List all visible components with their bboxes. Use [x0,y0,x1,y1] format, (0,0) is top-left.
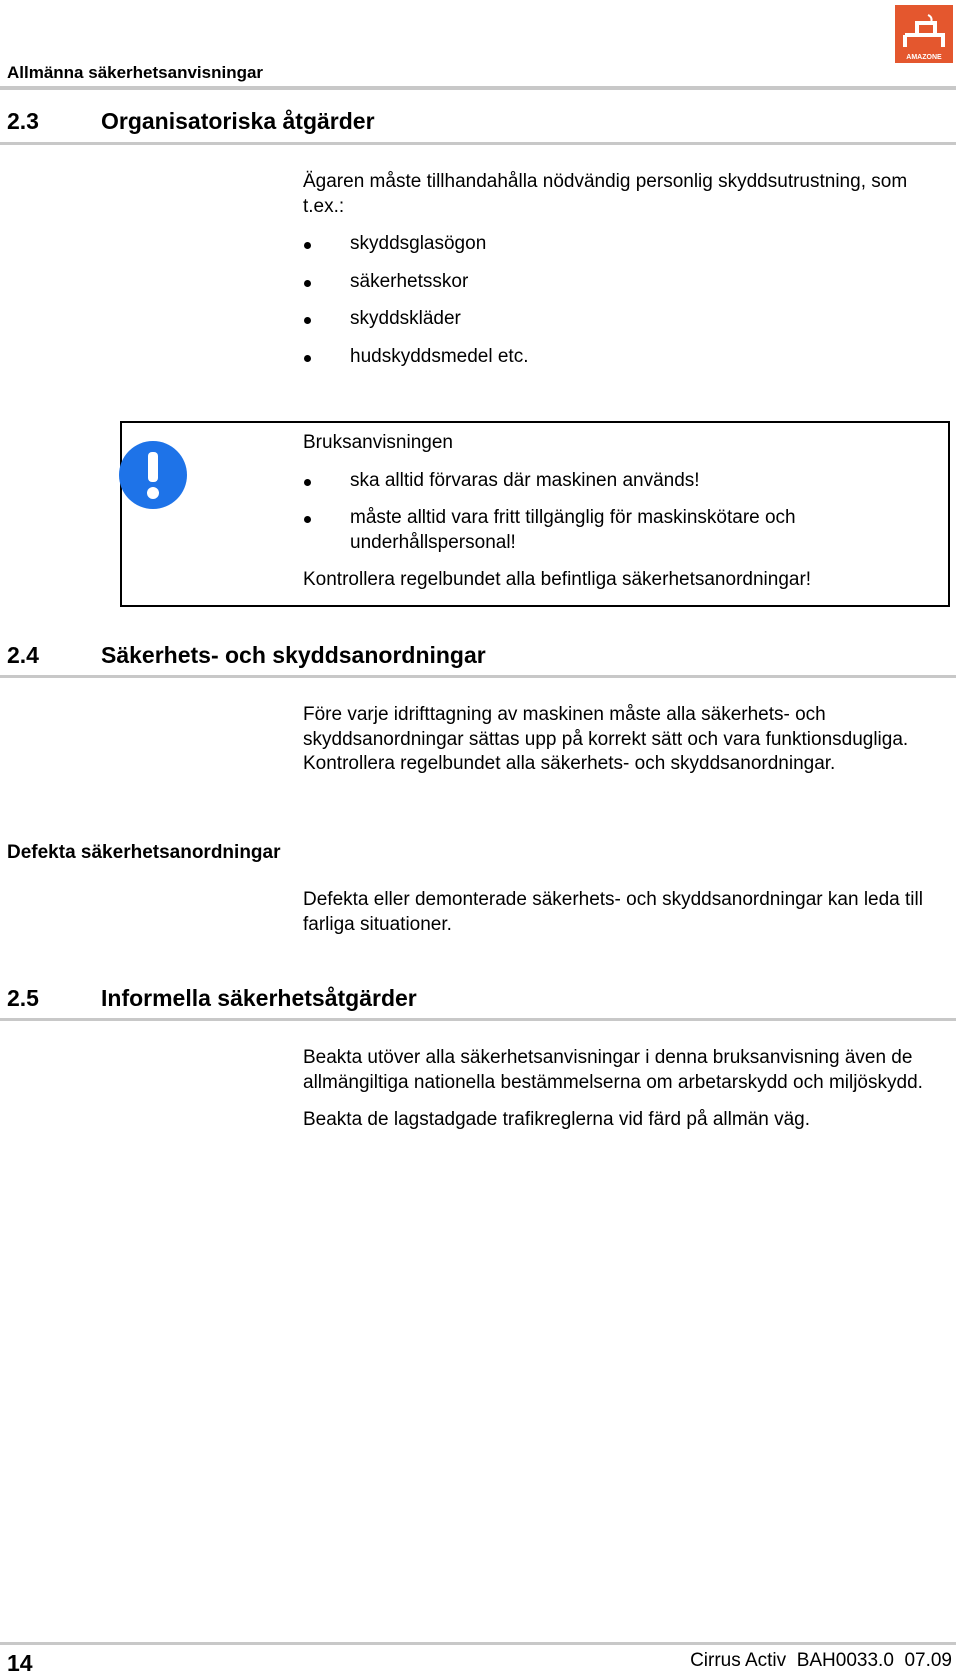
heading-rule [0,1018,956,1021]
document-id: Cirrus Activ BAH0033.0 07.09 [690,1650,952,1671]
section-2-3-body [303,170,943,382]
bullet-icon [304,317,311,324]
list-item: ska alltid förvaras där maskinen används! [303,469,943,494]
bullet-icon [304,280,311,287]
section-heading-2-3 [7,108,375,135]
bullet-icon [304,516,311,523]
notice-lead: Bruksanvisningen [303,432,453,453]
section-2-5-body [303,1046,943,1133]
section-number: 2.4 [7,642,39,668]
section-number: 2.3 [7,108,39,134]
ppe-list [303,232,943,369]
section-heading-2-4 [7,642,486,669]
amazone-logo [895,5,953,63]
list-item: säkerhetsskor [303,270,943,295]
section-heading-2-5 [7,985,417,1012]
exclamation-icon [118,440,188,510]
intro-paragraph: Ägaren måste tillhandahålla nödvändig personlig skyddsutrustning, som t.ex.: [303,171,908,217]
heading-rule [0,675,956,678]
list-item: skyddsglasögon [303,232,943,257]
notice-body [303,431,943,593]
defects-paragraph: Defekta eller demonterade säkerhets- och skyddsanordningar kan leda till farliga situationer. [303,889,923,935]
running-title: Allmänna säkerhetsanvisningar [7,63,264,82]
page-number: 14 [7,1650,33,1676]
paragraph: Beakta utöver alla säkerhetsanvisningar i denna bruksanvisning även de allmängiltiga nationella bestämmelserna om arbetarskydd och miljöskydd. [303,1047,923,1093]
section-number: 2.5 [7,985,39,1011]
svg-text:AMAZONE: AMAZONE [906,54,942,61]
section-title: Organisatoriska åtgärder [101,108,375,134]
section-2-4-body: Före varje idrifttagning av maskinen måste alla säkerhets- och skyddsanordningar sättas upp på korrekt sätt och vara funktionsdugliga. Kontrollera regelbundet alla säkerhets- och skyddsanordningar. [303,704,909,774]
list-item: skyddskläder [303,307,943,332]
section-title: Säkerhets- och skyddsanordningar [101,642,486,668]
paragraph: Beakta de lagstadgade trafikreglerna vid färd på allmän väg. [303,1109,810,1130]
bullet-icon [304,355,311,362]
footer-rule [0,1642,956,1645]
header-rule [0,86,956,90]
heading-rule [0,142,956,145]
bullet-icon [304,479,311,486]
bullet-icon [304,242,311,249]
list-item: hudskyddsmedel etc. [303,345,943,370]
section-title: Informella säkerhetsåtgärder [101,985,417,1011]
notice-list [303,469,943,556]
list-item: måste alltid vara fritt tillgänglig för maskinskötare och underhållspersonal! [303,506,943,555]
notice-closing: Kontrollera regelbundet alla befintliga säkerhetsanordningar! [303,569,812,590]
subheading-defects: Defekta säkerhetsanordningar [7,842,281,863]
